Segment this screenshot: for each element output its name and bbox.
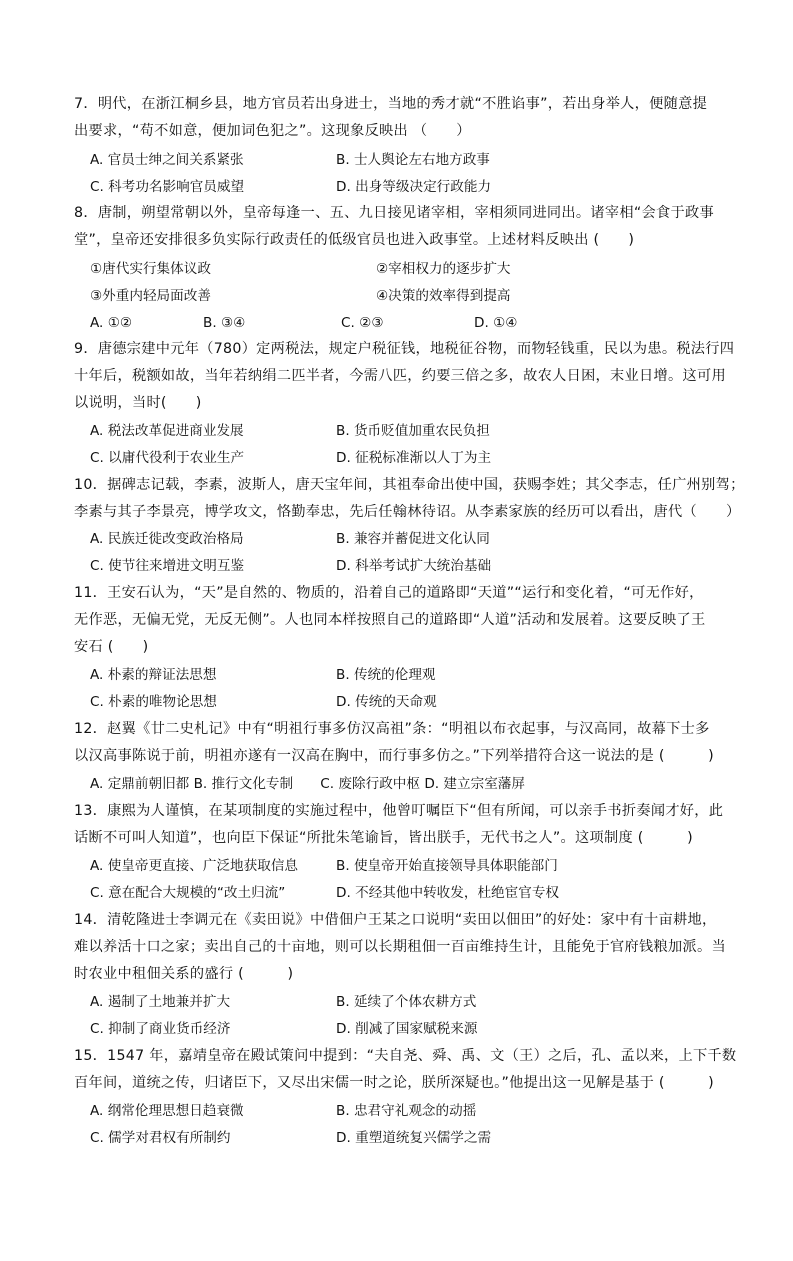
question-13 [74, 798, 724, 852]
option-c[interactable]: C. ②③ [341, 315, 384, 331]
question-text-line: 以汉高事陈说于前，明祖亦遂有一汉高在胸中，而行事多仿之。”下列举措符合这一说法的是 ( ) [74, 748, 714, 764]
option-c[interactable]: C. 朴素的唯物论思想 [90, 694, 217, 710]
option-b[interactable]: B. 士人舆论左右地方政事 [336, 152, 490, 168]
question-7 [74, 91, 714, 145]
question-text-line: 15．1547 年，嘉靖皇帝在殿试策问中提到：“夫自尧、舜、禹、文（王）之后，孔、孟以来，上下千数 [74, 1048, 737, 1064]
question-text-line: 9．唐德宗建中元年（780）定两税法，规定户税征钱，地税征谷物，而物轻钱重，民以为患。税法行四 [74, 341, 735, 357]
option-a[interactable]: A. ①② [90, 315, 133, 331]
option-c[interactable]: C. 儒学对君权有所制约 [90, 1130, 231, 1146]
question-text-line: 13．康熙为人谨慎，在某项制度的实施过程中，他曾叮嘱臣下“但有所闻，可以亲手书折奏闻才好，此 [74, 803, 724, 819]
question-12 [74, 716, 714, 770]
option-b[interactable]: B. ③④ [203, 315, 246, 331]
question-text-line: 12．赵翼《廿二史札记》中有“明祖行事多仿汉高祖”条：“明祖以布衣起事，与汉高同，故幕下士多 [74, 721, 710, 737]
statement-item: ①唐代实行集体议政 [90, 261, 211, 277]
option-d[interactable]: D. 出身等级决定行政能力 [336, 179, 492, 195]
question-11 [74, 580, 714, 661]
option-b[interactable]: B. 忠君守礼观念的动摇 [336, 1103, 477, 1119]
question-text-line: 出要求，“苟不如意，便加词色犯之”。这现象反映出 （ ） [74, 123, 471, 139]
option-b[interactable]: B. 货币贬值加重农民负担 [336, 423, 490, 439]
question-text-line: 7．明代，在浙江桐乡县，地方官员若出身进士，当地的秀才就“不胜谄事”，若出身举人，便随意提 [74, 96, 708, 112]
question-text-line: 话断不可叫人知道”，也向臣下保证“所批朱笔谕旨，皆出朕手，无代书之人”。这项制度 ( ) [74, 830, 693, 846]
question-text-line: 无作恶，无偏无党，无反无侧”。人也同本样按照自己的道路即“人道”活动和发展着。这要反映了王 [74, 612, 706, 628]
option-b[interactable]: B. 传统的伦理观 [336, 667, 436, 683]
option-a[interactable]: A. 税法改革促进商业发展 [90, 423, 244, 439]
option-d[interactable]: D. 传统的天命观 [336, 694, 437, 710]
question-8 [74, 200, 714, 254]
question-text-line: 十年后，税额如故，当年若纳绢二匹半者，今需八匹，约要三倍之多，故农人日困，末业日增。这可用 [74, 368, 726, 384]
question-text-line: 以说明，当时( ) [74, 395, 202, 411]
question-9 [74, 336, 735, 417]
options-row[interactable]: A. 定鼎前朝旧都 B. 推行文化专制 C. 废除行政中枢 D. 建立宗室藩屏 [90, 776, 525, 792]
option-b[interactable]: B. 兼容并蓄促进文化认同 [336, 531, 490, 547]
question-14 [74, 907, 726, 988]
option-a[interactable]: A. 官员士绅之间关系紧张 [90, 152, 244, 168]
question-text-line: 10．据碑志记载，李素，波斯人，唐天宝年间，其祖奉命出使中国，获赐李姓；其父李志，任广州别驾； [74, 477, 745, 493]
option-b[interactable]: B. 延续了个体农耕方式 [336, 994, 477, 1010]
option-c[interactable]: C. 抑制了商业货币经济 [90, 1021, 231, 1037]
option-a[interactable]: A. 民族迁徙改变政治格局 [90, 531, 244, 547]
statement-item: ②宰相权力的逐步扩大 [376, 261, 511, 277]
question-10 [74, 472, 745, 526]
option-c[interactable]: C. 以庸代役利于农业生产 [90, 450, 245, 466]
option-d[interactable]: D. 征税标准渐以人丁为主 [336, 450, 492, 466]
question-text-line: 李素与其子李景亮，博学攻文，恪勤奉忠，先后任翰林待诏。从李素家族的经历可以看出，唐代（ ） [74, 504, 741, 520]
question-15 [74, 1043, 737, 1097]
option-d[interactable]: D. 不经其他中转收发，杜绝宦官专权 [336, 885, 560, 901]
option-c[interactable]: C. 意在配合大规模的“改土归流” [90, 885, 286, 901]
option-d[interactable]: D. 削减了国家赋税来源 [336, 1021, 478, 1037]
option-c[interactable]: C. 使节往来增进文明互鉴 [90, 558, 245, 574]
question-text-line: 14．清乾隆进士李调元在《卖田说》中借佃户王某之口说明“卖田以佃田”的好处：家中有十亩耕地， [74, 912, 717, 928]
question-text-line: 难以养活十口之家；卖出自己的十亩地，则可以长期租佃一百亩维持生计，且能免于官府钱粮加派。当 [74, 939, 726, 955]
question-text-line: 8．唐制，朔望常朝以外，皇帝每逢一、五、九日接见诸宰相，宰相须同进同出。诸宰相“会食于政事 [74, 205, 714, 221]
question-text-line: 堂”，皇帝还安排很多负实际行政责任的低级官员也进入政事堂。上述材料反映出 ( ) [74, 232, 635, 248]
option-a[interactable]: A. 纲常伦理思想日趋衰微 [90, 1103, 244, 1119]
option-c[interactable]: C. 科考功名影响官员威望 [90, 179, 245, 195]
question-text-line: 11．王安石认为，“天”是自然的、物质的，沿着自己的道路即“天道”“运行和变化着，“可无作好， [74, 585, 704, 601]
option-a[interactable]: A. 遏制了土地兼并扩大 [90, 994, 231, 1010]
question-text-line: 时农业中租佃关系的盛行 ( ) [74, 966, 294, 982]
question-text-line: 安石 ( ) [74, 639, 149, 655]
option-d[interactable]: D. 重塑道统复兴儒学之需 [336, 1130, 492, 1146]
option-b[interactable]: B. 使皇帝开始直接领导具体职能部门 [336, 858, 558, 874]
question-text-line: 百年间，道统之传，归诸臣下，又尽出宋儒一时之论，朕所深疑也。”他提出这一见解是基于 ( ) [74, 1075, 714, 1091]
option-a[interactable]: A. 朴素的辩证法思想 [90, 667, 217, 683]
statement-item: ③外重内轻局面改善 [90, 288, 211, 304]
option-a[interactable]: A. 使皇帝更直接、广泛地获取信息 [90, 858, 299, 874]
option-d[interactable]: D. 科举考试扩大统治基础 [336, 558, 492, 574]
option-d[interactable]: D. ①④ [474, 315, 518, 331]
statement-item: ④决策的效率得到提高 [376, 288, 511, 304]
